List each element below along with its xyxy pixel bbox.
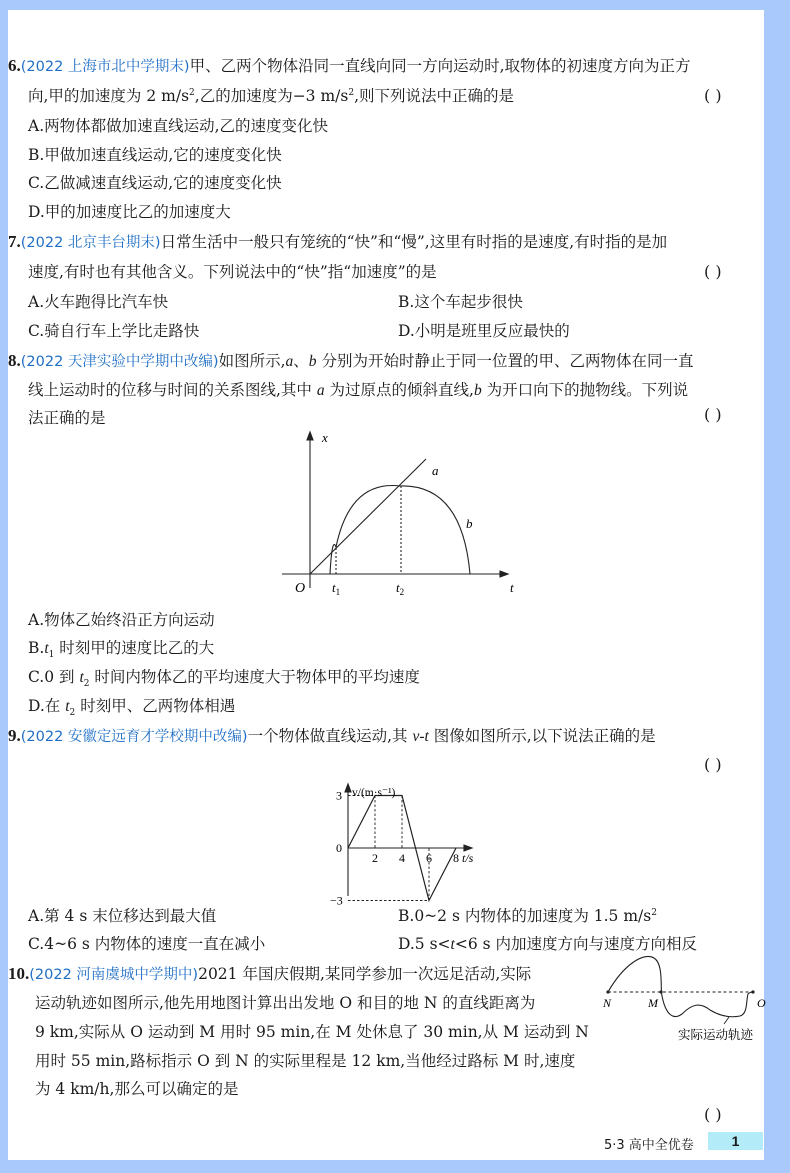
actual-trajectory-curve [608,956,753,1016]
q8-option-c [28,667,420,688]
trajectory-caption: 实际运动轨迹 [678,1027,754,1042]
line-a-label: a [432,463,439,478]
q8-line1 [8,351,693,372]
sup: 2 [651,907,657,918]
q7-stem-2: 速度,有时也有其他含义。下列说法中的“快”指“加速度”的是 [28,263,437,281]
q9-answer-paren[interactable]: ( ) [704,755,722,774]
q8-xt-graph [280,428,520,598]
q7-number: 7. [8,232,21,251]
q8-option-a: A.物体乙始终沿正方向运动 [28,611,215,629]
q10-stem-line: 用时 55 min,路标指示 O 到 N 的实际里程是 12 km,当他经过路标 M 时,速度 [35,1052,576,1070]
q8-stem-1b: 分别为开始时静止于同一位置的甲、乙两物体在同一直 [316,352,694,370]
t2-label: $t_2$ [396,580,405,597]
q8-line2 [28,380,688,401]
q7-line1 [8,232,667,253]
opt-text: <6 s 内加速度方向与速度方向相反 [454,935,698,953]
q10-source: (2022 河南虞城中学期中) [29,967,199,983]
series-b-curve [330,486,470,574]
q6-option-c: C.乙做减速直线运动,它的速度变化快 [28,174,282,192]
y-axis-label: x [322,430,328,445]
q9-option-a: A.第 4 s 末位移达到最大值 [28,907,217,925]
q10-number: 10. [8,964,30,983]
sub: 2 [83,679,90,690]
q6-stem-2a: 向,甲的加速度为 2 m/s [28,87,190,105]
q8-option-d [28,696,235,717]
series-a-line [310,459,426,574]
point-N [606,990,609,993]
q6-number: 6. [8,56,21,75]
q7-option-b: B.这个车起步很快 [398,293,523,311]
q6-stem-2c: ,则下列说法中正确的是 [354,87,515,105]
q10-stem-line: 为 4 km/h,那么可以确定的是 [35,1080,239,1098]
origin-label: O [295,581,306,596]
q9-stem-a: 一个物体做直线运动,其 [247,727,413,745]
x-tick-label: 6 [426,851,432,865]
y-axis-arrow [345,784,351,792]
x-axis-label: t [510,580,514,595]
exam-page [8,10,764,1160]
var-t: t [44,640,49,657]
x-axis-label: t/s [462,851,474,865]
sub: 2 [69,708,76,719]
var-b: b [473,382,482,399]
var-t: t [450,936,455,953]
q6-option-d: D.甲的加速度比乙的加速度大 [28,203,231,221]
var-a: a [285,353,294,370]
opt-text: D.5 s< [398,935,451,953]
x-tick-label: 8 [453,851,459,865]
q8-stem-2a: 线上运动时的位移与时间的关系图线,其中 [28,381,317,399]
q10-stem-line: 2021 年国庆假期,某同学参加一次远足活动,实际 [198,965,532,983]
q8-option-b [28,638,214,659]
q10-line1 [8,964,531,985]
q6-line1 [8,56,691,77]
q7-answer-paren[interactable]: ( ) [704,262,722,281]
opt-text: B.0~2 s 内物体的加速度为 1.5 m/s [398,907,652,925]
y-tick-label: 3 [336,788,342,803]
q8-source: (2022 天津实验中学期中改编) [20,354,219,370]
q6-stem-1: 甲、乙两个物体沿同一直线向同一方向运动时,取物体的初速度方向为正方 [189,57,691,75]
q8-answer-paren[interactable]: ( ) [704,405,722,424]
label-M: M [648,996,658,1010]
q8-stem-2b: 为过原点的倾斜直线, [324,381,474,399]
q10-stem-line: 运动轨迹如图所示,他先用地图计算出出发地 O 和目的地 N 的直线距离为 [35,994,536,1012]
q10-stem-line: 9 km,实际从 O 运动到 M 用时 95 min,在 M 处休息了 30 min,从 M 运动到 N [35,1023,589,1041]
q10-answer-paren[interactable]: ( ) [704,1105,722,1124]
t1-label: $t_1$ [332,580,341,597]
q6-stem-2b: ,乙的加速度为−3 m/s [194,87,349,105]
page-number: 1 [708,1132,763,1150]
x-tick-label: 4 [399,851,405,865]
opt-prefix: C.0 到 [28,668,80,686]
sep: 、 [293,352,309,370]
opt-text: 时刻甲的速度比乙的大 [54,639,215,657]
curve-b-label: b [466,516,473,531]
sup: 2 [189,87,195,98]
sup: 2 [348,87,355,98]
q9-number: 9. [8,726,21,745]
sub: 1 [48,650,55,661]
q6-source: (2022 上海市北中学期末) [20,59,190,75]
opt-text: 时间内物体乙的平均速度大于物体甲的平均速度 [89,668,420,686]
label-O: O [757,996,766,1010]
var-t: t [79,669,84,686]
x-axis-arrow [500,571,508,577]
opt-prefix: B. [28,639,45,657]
var-vt: v-t [412,728,429,745]
q9-vt-graph [308,778,508,908]
q8-stem-1a: 如图所示, [218,352,286,370]
q6-option-b: B.甲做加速直线运动,它的速度变化快 [28,146,282,164]
book-title: 5·3 高中全优卷 [604,1138,694,1153]
q7-stem-1: 日常生活中一般只有笼统的“快”和“慢”,这里有时指的是速度,有时指的是加 [160,233,668,251]
x-tick-label: 2 [372,851,378,865]
caption-leader-line [724,1017,729,1024]
opt-text: 时刻甲、乙两物体相遇 [75,697,236,715]
q9-option-b [398,906,657,926]
q9-option-c: C.4~6 s 内物体的速度一直在减小 [28,935,266,953]
point-O [751,990,754,993]
y-axis-arrow [307,432,313,440]
q9-source: (2022 安徽定远育才学校期中改编) [20,729,248,745]
y-tick-label: 0 [336,841,342,855]
q8-stem-2c: 为开口向下的抛物线。下列说 [481,381,689,399]
q10-trajectory-figure [596,950,766,1040]
q7-source: (2022 北京丰台期末) [20,235,161,251]
var-a: a [316,382,325,399]
y-tick-label: −3 [330,893,343,908]
y-axis-label: v/(m·s⁻¹) [352,787,396,799]
q8-stem-3: 法正确的是 [28,409,106,427]
q6-option-a: A.两物体都做加速直线运动,乙的速度变化快 [28,117,329,135]
q7-option-c: C.骑自行车上学比走路快 [28,322,200,340]
q6-answer-paren[interactable]: ( ) [704,86,722,105]
label-N: N [603,996,612,1010]
var-b: b [308,353,317,370]
q6-line2 [28,86,514,106]
point-M [659,990,662,993]
var-t: t [65,698,70,715]
q7-option-d: D.小明是班里反应最快的 [398,322,570,340]
q7-option-a: A.火车跑得比汽车快 [28,293,169,311]
q9-line1 [8,726,656,747]
q9-stem-b: 图像如图所示,以下说法正确的是 [428,727,656,745]
opt-prefix: D.在 [28,697,66,715]
q8-number: 8. [8,351,21,370]
